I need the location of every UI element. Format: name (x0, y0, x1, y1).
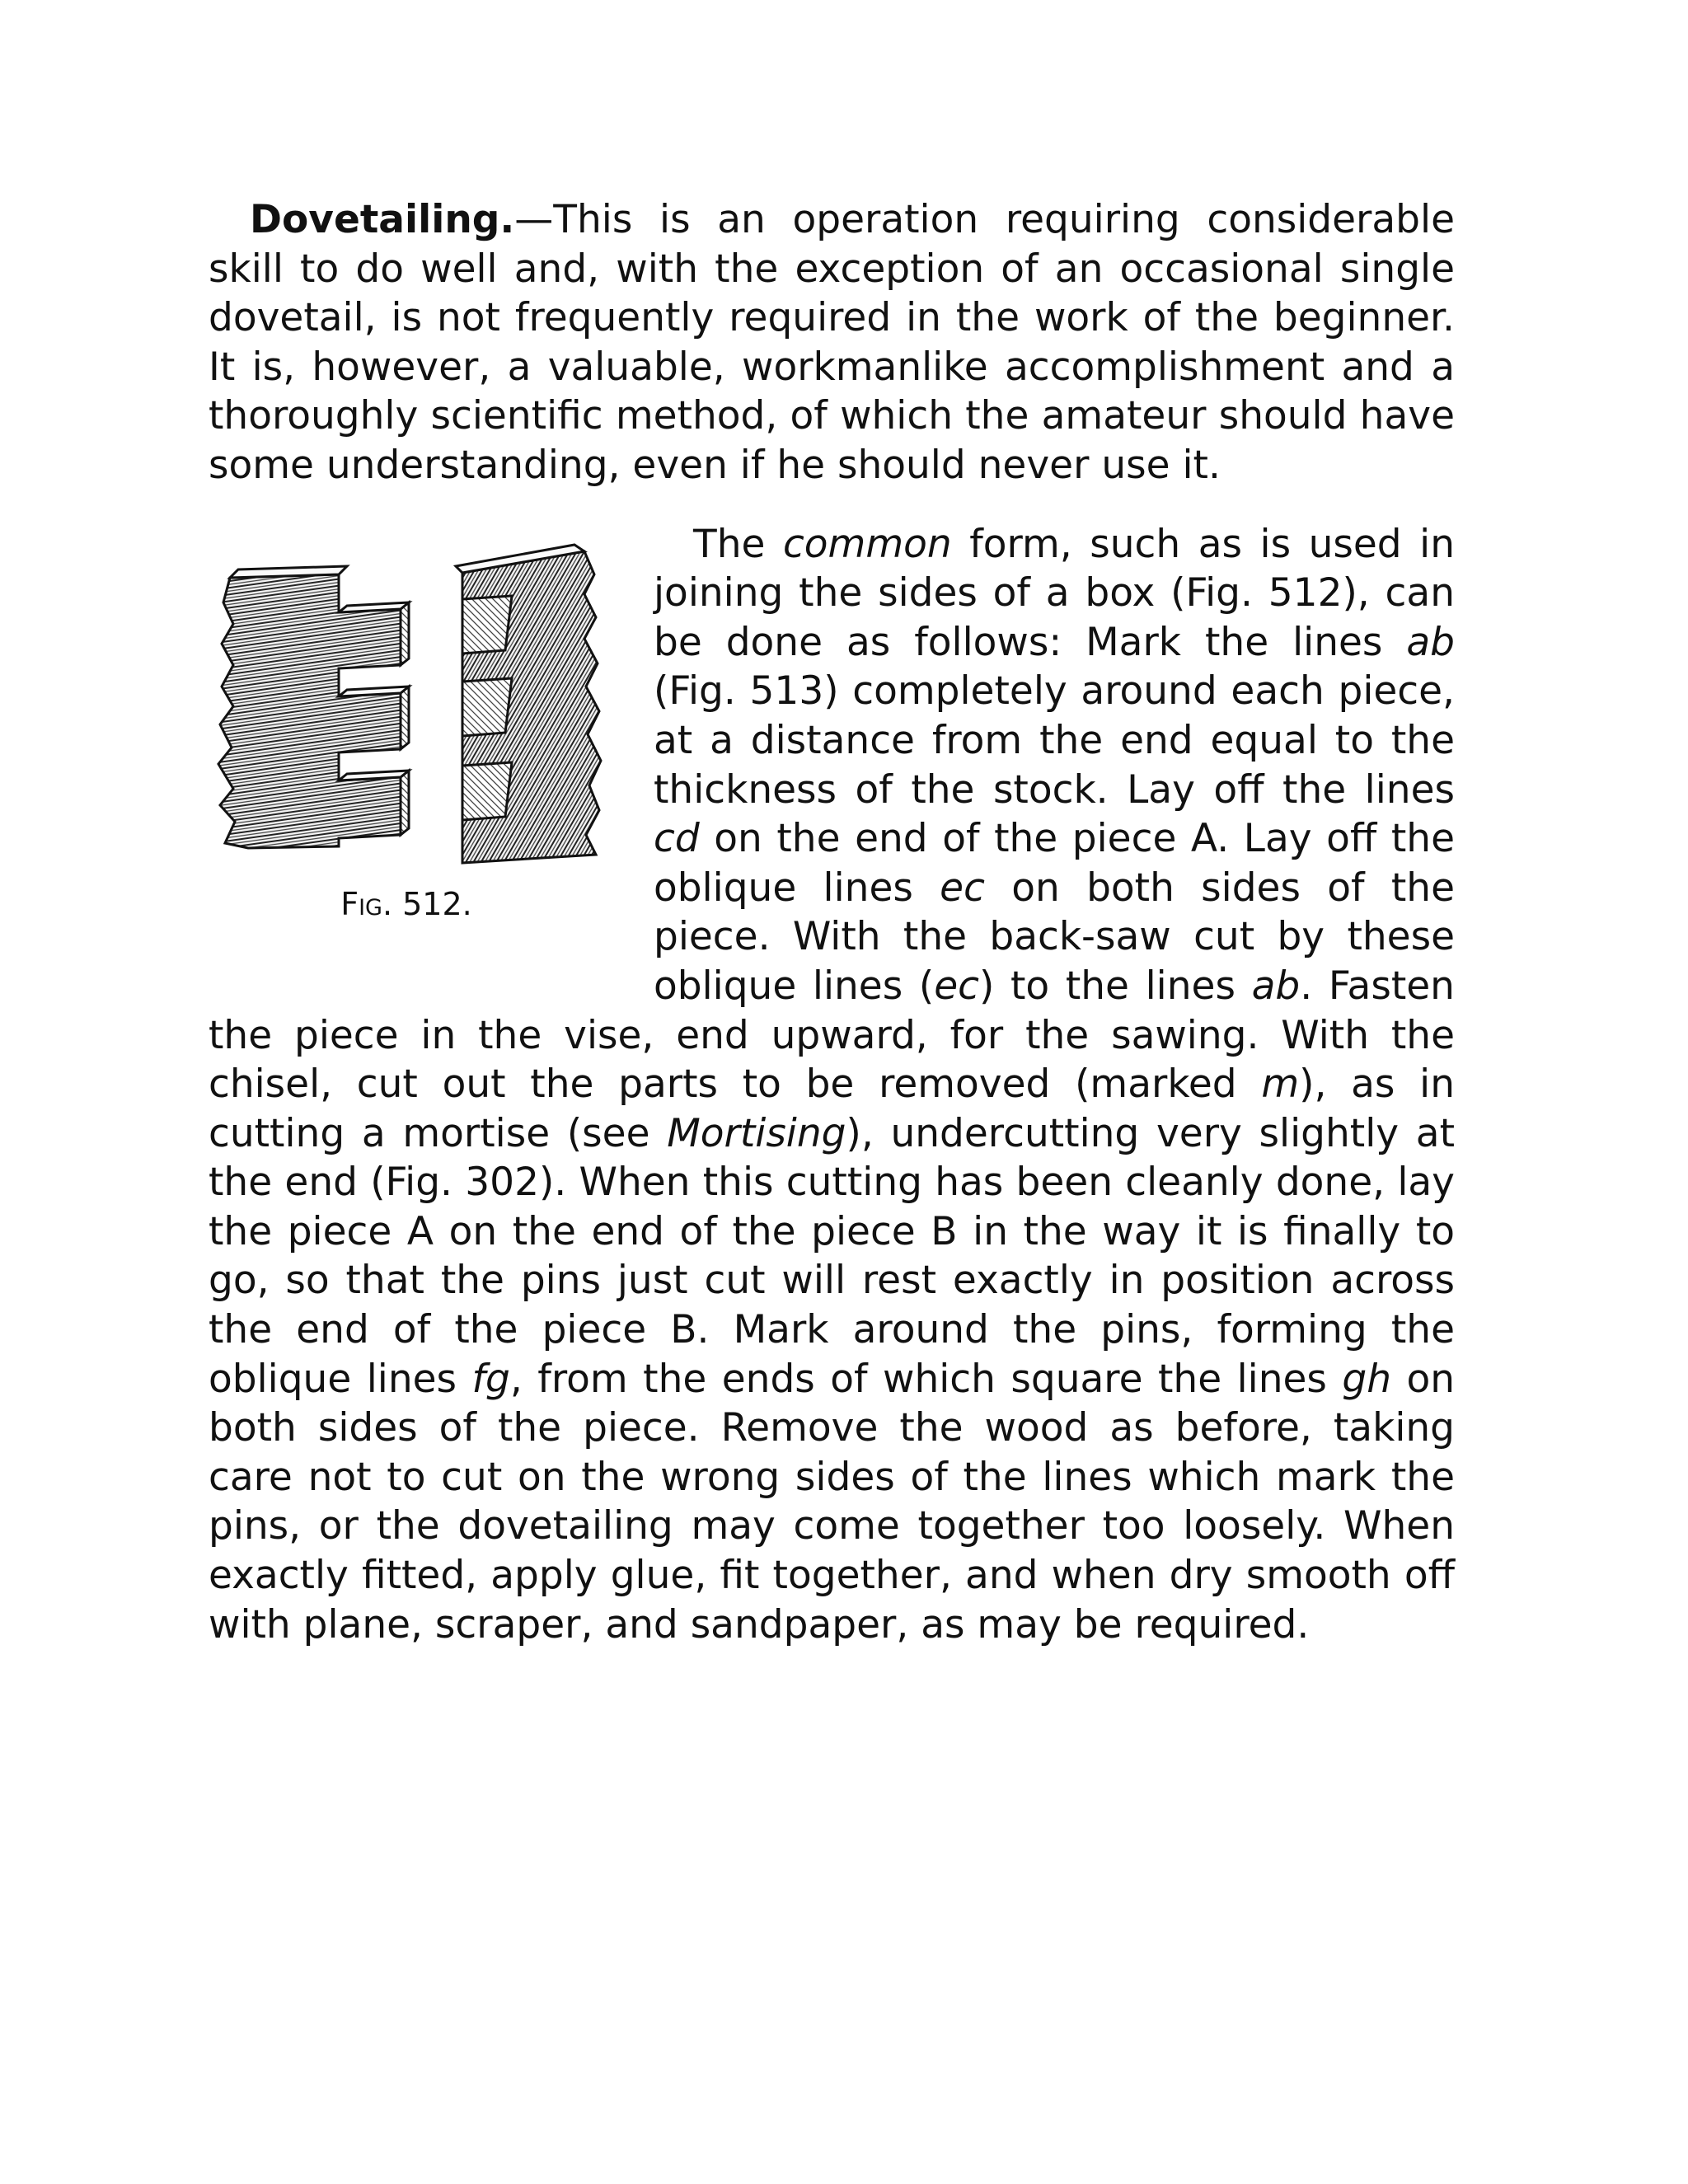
p2-s4: on the end of the piece A. Lay off the oblique lines (654, 816, 1455, 911)
dovetail-joint-illustration (215, 541, 611, 871)
p2-s11: on both sides of the piece. Remove the wood as before, taking care not to cut on the wrong sides of the lines which mark the pins, or the dovetailing may come together too loosely. When exactly fitted, apply glue, fit together, and when dry smooth off with plane, scraper, and sandpaper, as may be required. (209, 1356, 1455, 1647)
p2-i10: gh (1342, 1356, 1391, 1402)
p2-i5: ec (934, 963, 979, 1009)
p2-s5: on both sides of the piece. With the back-saw cut by these oblique lines ( (654, 865, 1455, 1009)
p2-i3: cd (654, 816, 700, 862)
piece-b (456, 545, 601, 863)
p2-i1: common (782, 521, 952, 567)
p2-i8: Mortising (667, 1110, 846, 1156)
page-text (209, 195, 1455, 1649)
p2-s7: . Fasten the piece in the vise, end upward, for the sawing. With the chisel, cut out the parts to be removed (marked (209, 963, 1455, 1108)
p2-i6: ab (1251, 963, 1301, 1009)
section-heading: Dovetailing. (250, 197, 515, 242)
figure-512 (209, 541, 654, 987)
piece-a (218, 566, 409, 848)
p2-i4: ec (940, 865, 985, 911)
figure-caption: Fig. 512. (340, 885, 472, 922)
paragraph-1-text: —This is an operation requiring considerable skill to do well and, with the exception of an occasional single dovetail, is not frequently required in the work of the beginner. It is, however, a valuable, workmanlike accomplishment and a thoroughly scientific method, of which the amateur should have some understanding, even if he should never use it. (209, 197, 1455, 488)
p2-s1: The (693, 521, 783, 567)
p2-s2: form, such as is used in joining the sides of a box (Fig. 512), can be done as follows: Mark the lines (654, 521, 1455, 665)
p2-s6: ) to the lines (978, 963, 1252, 1009)
p2-s9: ), undercutting very slightly at the end (Fig. 302). When this cutting has been cleanly done, lay the piece A on the end of the piece B in the way it is finally to go, so that the pins just cut will rest exactly in position across the end of the piece B. Mark around the pins, forming the oblique lines (209, 1110, 1455, 1402)
p2-i7: m (1261, 1062, 1300, 1108)
p2-s3: (Fig. 513) completely around each piece, at a distance from the end equal to the thickness of the stock. Lay off the lines (654, 668, 1455, 813)
p2-i9: fg (471, 1356, 510, 1402)
p2-i2: ab (1406, 619, 1455, 665)
p2-s8: ), as in cutting a mortise (see (209, 1062, 1455, 1156)
p2-s10: , from the ends of which square the lines (509, 1356, 1343, 1402)
paragraph-dovetailing (209, 195, 1455, 490)
